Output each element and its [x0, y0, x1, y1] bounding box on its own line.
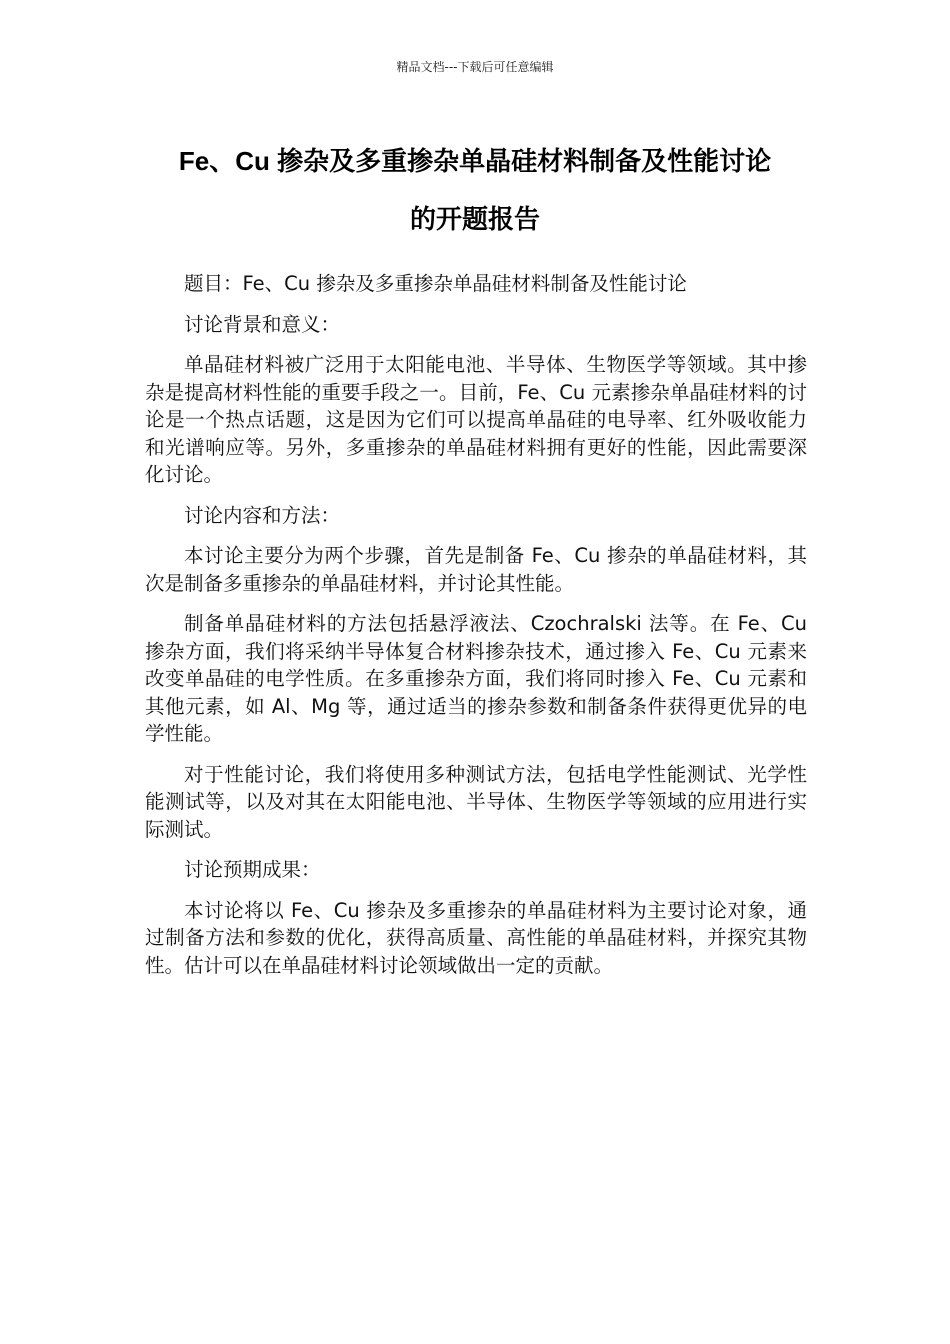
paragraph-testing: 对于性能讨论，我们将使用多种测试方法，包括电学性能测试、光学性能测试等，以及对其在太阳能电池、半导体、生物医学等领域的应用进行实际测试。 — [145, 762, 807, 841]
topic-line: 题目：Fe、Cu 掺杂及多重掺杂单晶硅材料制备及性能讨论 — [184, 272, 687, 295]
paragraph-background: 单晶硅材料被广泛用于太阳能电池、半导体、生物医学等领域。其中掺杂是提高材料性能的重要手段之一。目前，Fe、Cu 元素掺杂单晶硅材料的讨论是一个热点话题，这是因为它们可以提高单晶硅的电导率、红外吸收能力和光谱响应等。另外，多重掺杂的单晶硅材料拥有更好的性能，因此需要深化讨论。 — [145, 353, 807, 486]
title-line-2: 的开题报告 — [409, 204, 540, 234]
page-header: 精品文档---下载后可任意编辑 — [396, 60, 554, 74]
title-line-1: Fe、Cu 掺杂及多重掺杂单晶硅材料制备及性能讨论 — [178, 146, 772, 176]
section-heading-background: 讨论背景和意义： — [184, 312, 341, 336]
paragraph-preparation: 制备单晶硅材料的方法包括悬浮液法、Czochralski 法等。在 Fe、Cu 掺杂方面，我们将采纳半导体复合材料掺杂技术，通过掺入 Fe、Cu 元素来改变单晶硅的电学性质。在多重掺杂方面，我们将同时掺入 Fe、Cu 元素和其他元素，如 Al、Mg 等，通过适当的掺杂参数和制备条件获得更优异的电学性能。 — [145, 612, 807, 745]
document-title — [100, 132, 850, 248]
document-body — [145, 270, 807, 992]
section-heading-methods: 讨论内容和方法： — [184, 503, 341, 527]
paragraph-outcomes: 本讨论将以 Fe、Cu 掺杂及多重掺杂的单晶硅材料为主要讨论对象，通过制备方法和参数的优化，获得高质量、高性能的单晶硅材料，并探究其物性。估计可以在单晶硅材料讨论领域做出一定的贡献。 — [145, 898, 807, 977]
section-heading-outcomes: 讨论预期成果： — [184, 858, 321, 881]
paragraph-steps: 本讨论主要分为两个步骤，首先是制备 Fe、Cu 掺杂的单晶硅材料，其次是制备多重掺杂的单晶硅材料，并讨论其性能。 — [145, 544, 807, 595]
